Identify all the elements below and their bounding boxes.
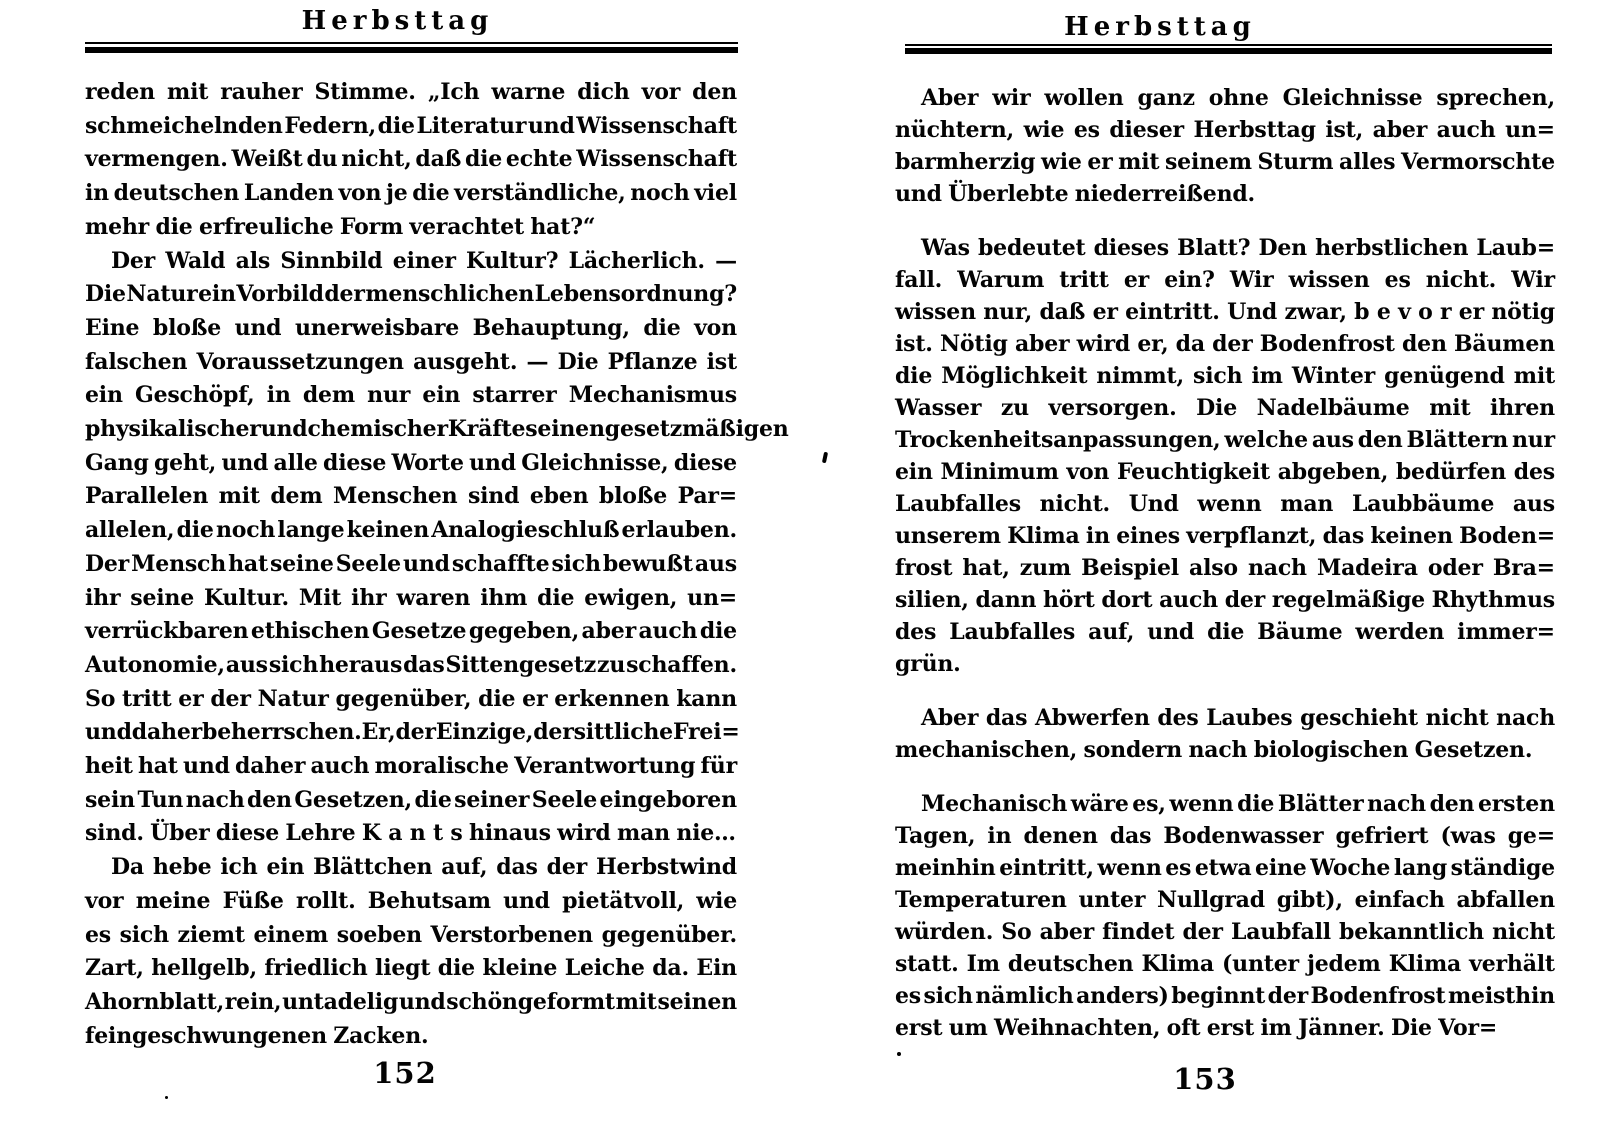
text-line: des Laubfalles auf, und die Bäume werden immer=: [895, 619, 1555, 645]
text-line: grün.: [895, 651, 961, 677]
text-line: Der Wald als Sinnbild einer Kultur? Lächerlich. —: [111, 247, 737, 274]
text-line: und daher beherrschen. Er, der Einzige, der sittliche Frei=: [85, 719, 740, 746]
head-rule-thin-right: [905, 44, 1552, 46]
text-line: Die Natur ein Vorbild der menschlichen Lebensordnung?: [85, 281, 737, 308]
running-head-right: Herbsttag: [1064, 12, 1256, 42]
paragraph: [895, 788, 1555, 1044]
paragraph: [895, 82, 1555, 210]
text-line: sein Tun nach den Gesetzen, die seiner Seele eingeboren: [85, 786, 737, 813]
text-line: Zart, hellgelb, friedlich liegt die kleine Leiche da. Ein: [85, 955, 737, 982]
paragraph: [85, 245, 789, 852]
head-rule-thin-left: [85, 42, 738, 44]
text-line: ist. Nötig aber wird er, da der Bodenfrost den Bäumen: [895, 331, 1555, 357]
scan-speck: [897, 1052, 901, 1056]
running-head-left: Herbsttag: [301, 6, 494, 36]
body-text-left: [85, 76, 789, 1053]
text-line: silien, dann hört dort auch der regelmäßige Rhythmus: [895, 587, 1555, 613]
paragraph: [895, 702, 1555, 766]
text-line: So tritt er der Natur gegenüber, die er erkennen kann: [85, 685, 737, 712]
text-line: Aber das Abwerfen des Laubes geschieht nicht nach: [921, 705, 1555, 731]
text-line: verrückbaren ethischen Gesetze gegeben, aber auch die: [85, 618, 737, 645]
paragraph: [85, 76, 737, 245]
page-number-left: 152: [373, 1056, 437, 1090]
text-line: Wasser zu versorgen. Die Nadelbäume mit ihren: [895, 395, 1555, 421]
paragraph: [85, 851, 737, 1053]
text-line: Was bedeutet dieses Blatt? Den herbstlichen Laub=: [921, 235, 1555, 261]
text-line: mechanischen, sondern nach biologischen Gesetzen.: [895, 737, 1533, 763]
text-line: die Möglichkeit nimmt, sich im Winter genügend mit: [895, 363, 1555, 389]
head-rule-thick-right: [905, 48, 1552, 54]
text-line: Eine bloße und unerweisbare Behauptung, die von: [85, 314, 737, 341]
text-line: mehr die erfreuliche Form verachtet hat?“: [85, 213, 596, 240]
text-line: Ahornblatt, rein, untadelig und schöngeformt mit seinen: [85, 988, 737, 1015]
text-line: vor meine Füße rollt. Behutsam und pietätvoll, wie: [85, 887, 737, 914]
text-line: Laubfalles nicht. Und wenn man Laubbäume aus: [895, 491, 1555, 517]
text-line: barmherzig wie er mit seinem Sturm alles Vermorschte: [895, 149, 1555, 175]
text-line: physikalischer und chemischer Kräfte seinen gesetzmäßigen: [85, 416, 789, 443]
text-line: es sich nämlich anders) beginnt der Bodenfrost meisthin: [895, 983, 1555, 1009]
text-line: Mechanisch wäre es, wenn die Blätter nach den ersten: [921, 791, 1555, 817]
text-line: Der Mensch hat seine Seele und schaffte sich bewußt aus: [85, 550, 737, 577]
text-line: meinhin eintritt, wenn es etwa eine Woche lang ständige: [895, 855, 1555, 881]
text-line: und Überlebte niederreißend.: [895, 181, 1256, 207]
page-right: [895, 0, 1555, 1141]
text-line: fall. Warum tritt er ein? Wir wissen es nicht. Wir: [895, 267, 1555, 293]
text-line: unserem Klima in eines verpflanzt, das keinen Boden=: [895, 523, 1555, 549]
text-line: ihr seine Kultur. Mit ihr waren ihm die ewigen, un=: [85, 584, 737, 611]
text-line: in deutschen Landen von je die verständliche, noch viel: [85, 180, 737, 207]
scan-speck: [822, 452, 828, 464]
body-text-right: [895, 82, 1555, 1044]
text-line: statt. Im deutschen Klima (unter jedem Klima verhält: [895, 951, 1555, 977]
text-line: reden mit rauher Stimme. „Ich warne dich vor den: [85, 79, 737, 105]
text-line: Aber wir wollen ganz ohne Gleichnisse sprechen,: [921, 85, 1555, 111]
scan-speck: [165, 1096, 168, 1099]
text-line: nüchtern, wie es dieser Herbsttag ist, aber auch un=: [895, 117, 1555, 143]
text-line: allelen, die noch lange keinen Analogieschluß erlauben.: [85, 517, 737, 544]
text-line: sind. Über diese Lehre K a n t s hinaus wird man nie…: [85, 820, 736, 847]
text-line: frost hat, zum Beispiel also nach Madeira oder Bra=: [895, 555, 1555, 581]
text-line: Gang geht, und alle diese Worte und Gleichnisse, diese: [85, 449, 737, 476]
text-line: erst um Weihnachten, oft erst im Jänner. Die Vor=: [895, 1015, 1498, 1041]
text-line: Temperaturen unter Nullgrad gibt), einfach abfallen: [895, 887, 1555, 913]
text-line: Trockenheitsanpassungen, welche aus den Blättern nur: [895, 427, 1555, 453]
text-line: würden. So aber findet der Laubfall bekanntlich nicht: [895, 919, 1555, 945]
head-rule-thick-left: [85, 47, 738, 53]
paragraph: [895, 232, 1555, 680]
text-line: wissen nur, daß er eintritt. Und zwar, b e v o r er nötig: [895, 299, 1555, 325]
text-line: schmeichelnden Federn, die Literatur und Wissenschaft: [85, 112, 737, 139]
text-line: vermengen. Weißt du nicht, daß die echte Wissenschaft: [85, 146, 737, 173]
text-line: es sich ziemt einem soeben Verstorbenen gegenüber.: [85, 921, 737, 948]
text-line: ein Minimum von Feuchtigkeit abgeben, bedürfen des: [895, 459, 1555, 485]
text-line: Tagen, in denen das Bodenwasser gefriert (was ge=: [895, 823, 1555, 849]
text-line: ein Geschöpf, in dem nur ein starrer Mechanismus: [85, 382, 737, 409]
text-line: feingeschwungenen Zacken.: [85, 1022, 429, 1049]
page-number-right: 153: [1173, 1062, 1237, 1096]
text-line: Autonomie, aus sich heraus das Sittengesetz zu schaffen.: [85, 651, 737, 678]
text-line: Parallelen mit dem Menschen sind eben bloße Par=: [85, 483, 737, 510]
text-line: falschen Voraussetzungen ausgeht. — Die Pflanze ist: [85, 348, 737, 375]
text-line: heit hat und daher auch moralische Verantwortung für: [85, 753, 737, 780]
page-left: [85, 0, 789, 1141]
text-line: Da hebe ich ein Blättchen auf, das der Herbstwind: [111, 854, 737, 881]
